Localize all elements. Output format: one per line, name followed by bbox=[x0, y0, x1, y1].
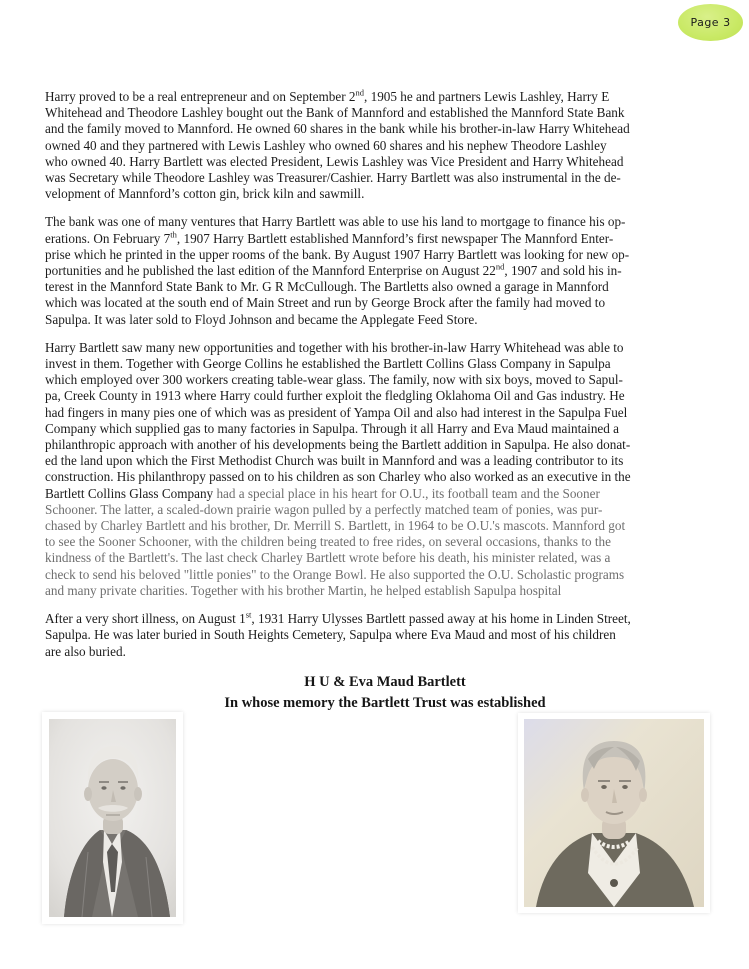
text-run: and the family moved to Mannford. He owned 60 shares in the bank while his brother-in-law Harry Whitehead bbox=[45, 121, 630, 137]
text-line bbox=[45, 279, 725, 295]
document-body bbox=[45, 89, 725, 714]
text-run: ed the land upon which the First Methodist Church was built in Mannford and was a leading contributor to its bbox=[45, 453, 624, 469]
text-run: The bank was one of many ventures that Harry Bartlett was able to use his land to mortgage to finance his op- bbox=[45, 214, 626, 230]
text-line bbox=[45, 105, 725, 121]
text-line bbox=[45, 421, 725, 437]
eva-maud-bartlett-portrait-image bbox=[518, 713, 710, 913]
text-run: philanthropic approach with another of his developments being the Bartlett addition in Sapulpa. He also donat- bbox=[45, 437, 631, 453]
paragraphs-container bbox=[45, 89, 725, 660]
text-run: to see the Sooner Schooner, with the children being treated to free rides, on several occasions, thanks to the bbox=[45, 534, 611, 550]
eva-maud-bartlett-photo bbox=[518, 713, 710, 913]
text-run: who owned 40. Harry Bartlett was elected President, Lewis Lashley was Vice President and Harry Whitehead bbox=[45, 153, 624, 169]
text-run: construction. His philanthropy passed on to his children as son Charley who also worked as an executive in the bbox=[45, 469, 631, 485]
text-run: Company which supplied gas to many factories in Sapulpa. Through it all Harry and Eva Maud maintained a bbox=[45, 420, 620, 436]
ordinal-superscript: st bbox=[245, 609, 252, 620]
hu-bartlett-portrait-image bbox=[42, 712, 183, 924]
text-line bbox=[45, 231, 725, 247]
text-run: was Secretary while Theodore Lashley was Treasurer/Cashier. Harry Bartlett was also instrumental in the de- bbox=[45, 170, 621, 186]
text-line bbox=[45, 518, 725, 534]
text-line bbox=[45, 469, 725, 485]
text-run: , 1905 he and partners Lewis Lashley, Harry E bbox=[364, 89, 610, 104]
memorial-caption-dedication: In whose memory the Bartlett Trust was established bbox=[224, 694, 546, 711]
text-line bbox=[45, 627, 725, 643]
page-number-badge bbox=[678, 4, 743, 41]
text-line bbox=[45, 550, 725, 566]
text-run: had fingers in many pies one of which was as president of Yampa Oil and also had interest in the Sapulpa Fuel bbox=[45, 404, 628, 420]
text-run: prise which he printed in the upper rooms of the bank. By August 1907 Harry Bartlett was looking for new op- bbox=[45, 246, 630, 262]
text-run: terest in the Mannford State Bank to Mr. G R McCullough. The Bartletts also owned a garage in Mannford bbox=[45, 279, 609, 295]
text-line bbox=[45, 89, 725, 105]
text-run: invest in them. Together with George Collins he established the Bartlett Collins Glass Company in Sapulpa bbox=[45, 356, 611, 372]
text-run: Harry Bartlett saw many new opportunities and together with his brother-in-law Harry Whitehead was able to bbox=[45, 339, 624, 355]
text-line bbox=[45, 154, 725, 170]
text-line bbox=[45, 437, 725, 453]
text-line bbox=[45, 567, 725, 583]
page-number-label: Page 3 bbox=[690, 16, 731, 29]
text-line bbox=[45, 388, 725, 404]
text-run: Whitehead and Theodore Lashley bought out the Bank of Mannford and established the Mannford State Bank bbox=[45, 105, 625, 121]
text-line bbox=[45, 263, 725, 279]
text-line bbox=[45, 486, 725, 502]
text-run: Sapulpa. It was later sold to Floyd Johnson and became the Applegate Feed Store. bbox=[45, 311, 478, 327]
text-run: owned 40 and they partnered with Lewis Lashley who owned 60 shares and his nephew Theodore Lashley bbox=[45, 137, 607, 153]
text-run: pa, Creek County in 1913 where Harry could further exploit the fledgling Oklahoma Oil and Gas industry. He bbox=[45, 388, 625, 404]
text-line bbox=[45, 121, 725, 137]
text-line bbox=[45, 502, 725, 518]
text-line bbox=[45, 170, 725, 186]
text-run: which employed over 300 workers creating table-wear glass. The family, now with six boys, moved to Sapul- bbox=[45, 372, 623, 388]
paragraph-3 bbox=[45, 340, 725, 599]
paragraph-1 bbox=[45, 89, 725, 202]
text-run: erations. On February 7 bbox=[45, 230, 171, 246]
text-line bbox=[45, 611, 725, 627]
text-run: and many private charities. Together with his brother Martin, he helped establish Sapulpa hospital bbox=[45, 582, 562, 598]
memorial-caption-names: H U & Eva Maud Bartlett bbox=[304, 673, 466, 690]
text-line bbox=[45, 138, 725, 154]
text-run: Sapulpa. He was later buried in South Heights Cemetery, Sapulpa where Eva Maud and most of his children bbox=[45, 627, 616, 643]
paragraph-4 bbox=[45, 611, 725, 660]
text-line bbox=[45, 295, 725, 311]
hu-bartlett-photo bbox=[42, 712, 183, 924]
text-line bbox=[45, 644, 725, 660]
text-run: Harry proved to be a real entrepreneur and on September 2 bbox=[45, 89, 356, 104]
paragraph-2 bbox=[45, 214, 725, 327]
text-line bbox=[45, 312, 725, 328]
ordinal-superscript: nd bbox=[495, 261, 505, 272]
text-run: are also buried. bbox=[45, 643, 126, 659]
text-run: kindness of the Bartlett's. The last check Charley Bartlett wrote before his death, his minister related, was a bbox=[45, 550, 611, 566]
ordinal-superscript: nd bbox=[355, 87, 365, 98]
text-line bbox=[45, 356, 725, 372]
text-run: , 1907 Harry Bartlett established Mannford’s first newspaper The Mannford Enter- bbox=[176, 230, 614, 246]
text-run: , 1907 and sold his in- bbox=[504, 263, 622, 279]
text-run: Bartlett Collins Glass Company bbox=[45, 485, 217, 501]
text-run: check to send his beloved "little ponies" to the Orange Bowl. He also supported the O.U. Scholastic programs bbox=[45, 566, 625, 582]
text-run: had a special place in his heart for O.U., its football team and the Sooner bbox=[216, 485, 600, 501]
text-line bbox=[45, 453, 725, 469]
text-run: portunities and he published the last edition of the Mannford Enterprise on August 22 bbox=[45, 263, 496, 279]
text-line bbox=[45, 534, 725, 550]
text-run: After a very short illness, on August 1 bbox=[45, 611, 246, 627]
text-run: chased by Charley Bartlett and his brother, Dr. Merrill S. Bartlett, in 1964 to be O.U.'s mascots. Mannford got bbox=[45, 518, 626, 534]
text-run: which was located at the south end of Main Street and run by George Brock after the family had moved to bbox=[45, 295, 606, 311]
text-line bbox=[45, 372, 725, 388]
ordinal-superscript: th bbox=[170, 229, 177, 240]
text-run: , 1931 Harry Ulysses Bartlett passed away at his home in Linden Street, bbox=[251, 611, 631, 627]
text-line bbox=[45, 247, 725, 263]
text-run: velopment of Mannford’s cotton gin, brick kiln and sawmill. bbox=[45, 186, 365, 202]
text-line bbox=[45, 405, 725, 421]
text-line bbox=[45, 340, 725, 356]
text-run: Schooner. The latter, a scaled-down prairie wagon pulled by a perfectly matched team of ponies, was pur- bbox=[45, 501, 603, 517]
text-line bbox=[45, 214, 725, 230]
text-line bbox=[45, 186, 725, 202]
text-line bbox=[45, 583, 725, 599]
